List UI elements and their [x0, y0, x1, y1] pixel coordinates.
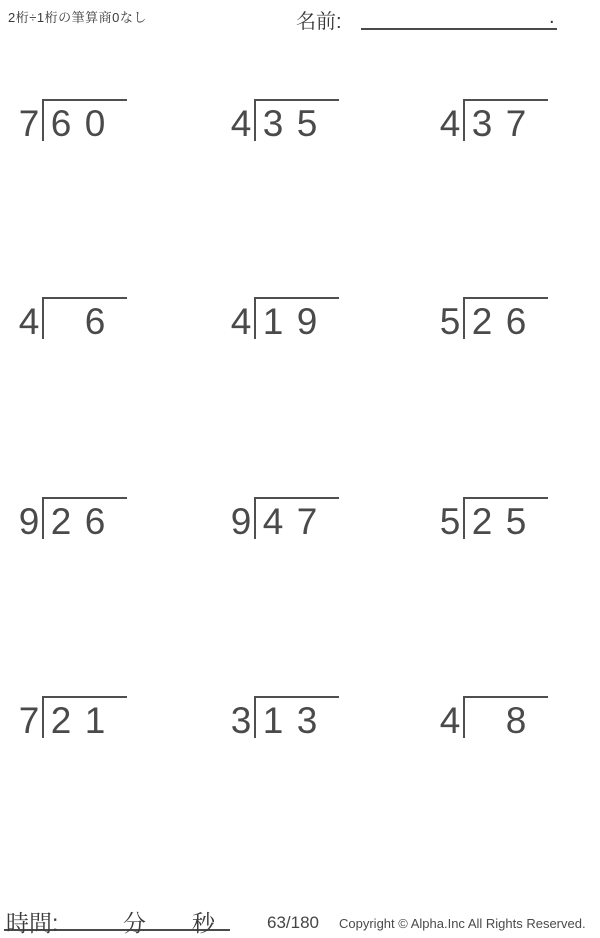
name-line-period: .	[549, 6, 555, 28]
dividend-ones-digit: 6	[505, 301, 527, 342]
divisor-digit: 7	[18, 103, 40, 144]
dividend-ones-digit: 3	[296, 700, 318, 741]
dividend-ones-digit: 8	[505, 700, 527, 741]
division-problem	[16, 497, 127, 540]
divisor-digit: 5	[439, 301, 461, 342]
division-problem	[16, 696, 127, 739]
dividend-ones-digit: 9	[296, 301, 318, 342]
division-bracket	[42, 99, 127, 144]
division-problem	[437, 99, 548, 142]
division-problem	[437, 297, 548, 340]
division-problem	[228, 696, 339, 739]
division-bracket	[463, 497, 548, 542]
division-bracket	[463, 696, 548, 741]
dividend-ones-digit: 1	[84, 700, 106, 741]
division-bracket	[254, 297, 339, 342]
dividend-ones-digit: 0	[84, 103, 106, 144]
division-problem	[228, 497, 339, 540]
worksheet-title: 2桁÷1桁の筆算商0なし	[8, 10, 147, 25]
dividend-tens-digit: 3	[262, 103, 284, 144]
name-label: 名前:	[296, 11, 342, 33]
dividend-ones-digit: 6	[84, 301, 106, 342]
dividend-tens-digit: 2	[50, 501, 72, 542]
dividend-tens-digit: 3	[471, 103, 493, 144]
division-bracket	[42, 696, 127, 741]
division-bracket	[463, 99, 548, 144]
dividend-tens-digit: 2	[471, 501, 493, 542]
division-problem	[437, 497, 548, 540]
dividend-tens-digit	[465, 702, 499, 738]
divisor-digit: 5	[439, 501, 461, 542]
page-number: 63/180	[267, 913, 319, 932]
dividend-tens-digit: 2	[471, 301, 493, 342]
dividend-tens-digit: 1	[262, 301, 284, 342]
divisor-digit: 4	[18, 301, 40, 342]
seconds-label: 秒	[192, 910, 215, 936]
dividend-tens-digit: 1	[262, 700, 284, 741]
dividend-tens-digit: 6	[50, 103, 72, 144]
dividend-tens-digit: 4	[262, 501, 284, 542]
divisor-digit: 9	[18, 501, 40, 542]
dividend-tens-digit: 2	[50, 700, 72, 741]
division-bracket	[42, 497, 127, 542]
time-label: 時間:	[6, 910, 59, 936]
name-input-line	[361, 3, 557, 30]
division-bracket	[254, 497, 339, 542]
minutes-label: 分	[123, 910, 146, 936]
division-problem	[228, 99, 339, 142]
dividend-ones-digit: 5	[505, 501, 527, 542]
dividend-ones-digit: 7	[296, 501, 318, 542]
division-bracket	[254, 99, 339, 144]
dividend-ones-digit: 7	[505, 103, 527, 144]
divisor-digit: 4	[230, 103, 252, 144]
divisor-digit: 4	[439, 103, 461, 144]
divisor-digit: 4	[439, 700, 461, 741]
divisor-digit: 7	[18, 700, 40, 741]
divisor-digit: 9	[230, 501, 252, 542]
division-bracket	[42, 297, 127, 342]
dividend-ones-digit: 5	[296, 103, 318, 144]
dividend-tens-digit	[44, 303, 78, 339]
dividend-ones-digit: 6	[84, 501, 106, 542]
divisor-digit: 3	[230, 700, 252, 741]
division-problem	[16, 99, 127, 142]
division-bracket	[254, 696, 339, 741]
division-problem	[16, 297, 127, 340]
division-problem	[437, 696, 548, 739]
divisor-digit: 4	[230, 301, 252, 342]
division-problem	[228, 297, 339, 340]
copyright-text: Copyright © Alpha.Inc All Rights Reserved.	[339, 916, 586, 931]
division-bracket	[463, 297, 548, 342]
